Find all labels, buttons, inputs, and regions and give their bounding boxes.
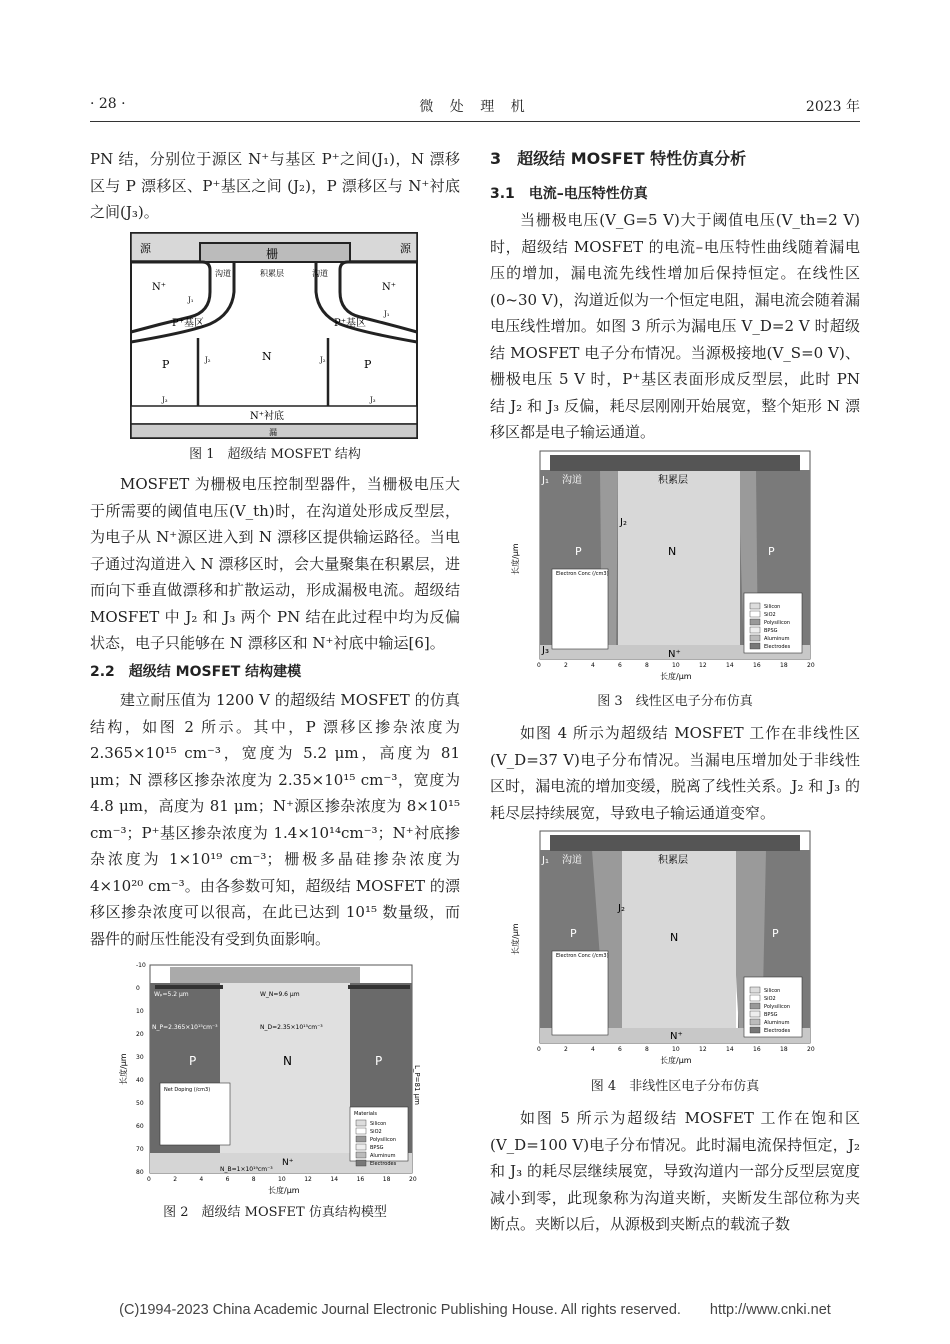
fig4-p-left: P bbox=[570, 927, 577, 940]
fig1-j3-right: J₃ bbox=[370, 396, 376, 404]
x-tick-label: 4 bbox=[199, 1176, 204, 1183]
material-label: SiO2 bbox=[370, 1129, 382, 1135]
material-label: Polysilicon bbox=[370, 1137, 396, 1143]
x-tick-label: 20 bbox=[807, 662, 815, 669]
fig1-n: N bbox=[262, 350, 272, 363]
x-tick-label: 8 bbox=[251, 1176, 256, 1183]
fig4-nsub: N⁺ bbox=[670, 1031, 683, 1042]
fig1-source-left: 源 bbox=[140, 242, 151, 255]
material-label: BPSG bbox=[370, 1145, 384, 1151]
material-swatch bbox=[356, 1136, 366, 1142]
x-tick-label: 18 bbox=[382, 1176, 391, 1183]
fig2-nb: N_B=1×10¹⁹cm⁻³ bbox=[220, 1166, 273, 1173]
x-tick-label: 0 bbox=[147, 1176, 151, 1183]
fig4-x-ticks bbox=[537, 1046, 815, 1053]
material-swatch bbox=[750, 1011, 760, 1017]
figure-2 bbox=[100, 955, 430, 1195]
fig2-materials-title: Materials bbox=[354, 1111, 377, 1117]
journal-name: 微 处 理 机 bbox=[419, 99, 531, 115]
fig4-p-right: P bbox=[772, 927, 779, 940]
x-tick-label: 20 bbox=[807, 1046, 815, 1053]
y-tick-label: 50 bbox=[136, 1100, 144, 1107]
material-swatch bbox=[750, 1027, 760, 1033]
material-swatch bbox=[356, 1152, 366, 1158]
fig1-substrate: N⁺衬底 bbox=[250, 411, 285, 422]
fig2-n: N bbox=[283, 1054, 292, 1068]
x-tick-label: 12 bbox=[304, 1176, 312, 1183]
left-col-mid bbox=[90, 471, 460, 952]
x-tick-label: 18 bbox=[780, 1046, 788, 1053]
right-col-top bbox=[490, 146, 860, 446]
page-header bbox=[90, 96, 860, 118]
fig2-wn: W_N=9.6 μm bbox=[260, 991, 300, 998]
y-tick-label: 30 bbox=[136, 1054, 144, 1061]
header-rule bbox=[90, 121, 860, 122]
x-tick-label: 4 bbox=[591, 1046, 595, 1053]
material-label: Aluminum bbox=[764, 636, 790, 642]
fig3-xlabel: 长度/μm bbox=[660, 672, 692, 681]
fig1-j3-left: J₃ bbox=[162, 396, 168, 404]
x-tick-label: 16 bbox=[753, 1046, 761, 1053]
x-tick-label: 14 bbox=[726, 1046, 734, 1053]
fig3-channel: 沟道 bbox=[562, 475, 582, 486]
material-label: Electrodes bbox=[370, 1161, 397, 1167]
fig4-ylabel: 长度/μm bbox=[511, 923, 520, 955]
y-tick-label: 10 bbox=[136, 1008, 144, 1015]
fig4-caption: 图 4 非线性区电子分布仿真 bbox=[590, 1079, 760, 1094]
material-swatch bbox=[750, 987, 760, 993]
left-para-2: MOSFET 为栅极电压控制型器件，当栅极电压大于所需要的阈值电压(V_th)时，在沟道处形成反型层，为电子从 N⁺源区进入到 N 漂移区提供输运路径。当电子通过沟道进入 N 漂移区时，会大量聚集在积累层，进而向下垂直做漂移和扩散运动，形成漏极电流。超级结 MOSFET 中 J₂ 和 J₃ 两个 PN 结在此过程中均为反偏状态，电子只能够在 N 漂移区和 N⁺衬底中输运[6]。 bbox=[90, 475, 460, 652]
fig3-accumulation: 积累层 bbox=[658, 475, 688, 486]
figure-1 bbox=[130, 232, 418, 439]
page-number: · 28 · bbox=[90, 96, 126, 112]
material-swatch bbox=[750, 635, 760, 641]
material-label: Silicon bbox=[764, 988, 781, 994]
fig2-x-ticks bbox=[147, 1176, 417, 1183]
material-swatch bbox=[750, 611, 760, 617]
fig4-legend: Electron Conc (/cm3) bbox=[556, 953, 609, 959]
fig2-np: N_P=2.365×10¹⁵cm⁻³ bbox=[152, 1024, 218, 1031]
fig1-channel-right: 沟道 bbox=[312, 269, 328, 278]
material-swatch bbox=[356, 1128, 366, 1134]
material-swatch bbox=[356, 1144, 366, 1150]
material-label: Polysilicon bbox=[764, 1004, 790, 1010]
fig1-p-right: P bbox=[364, 358, 372, 371]
material-label: Silicon bbox=[370, 1121, 387, 1127]
fig3-p-left: P bbox=[575, 545, 582, 558]
fig1-j2-left: J₂ bbox=[205, 356, 211, 364]
y-tick-label: -10 bbox=[136, 962, 146, 969]
left-para-1: PN 结，分别位于源区 N⁺与基区 P⁺之间(J₁)，N 漂移区与 P 漂移区、P⁺基区之间 (J₂)，P 漂移区与 N⁺衬底之间(J₃)。 bbox=[90, 150, 460, 221]
x-tick-label: 6 bbox=[225, 1176, 230, 1183]
x-tick-label: 18 bbox=[780, 662, 788, 669]
fig1-drain: 漏 bbox=[269, 428, 277, 437]
material-swatch bbox=[750, 995, 760, 1001]
section-3-heading: 3 超级结 MOSFET 特性仿真分析 bbox=[490, 149, 747, 168]
fig3-n: N bbox=[668, 545, 677, 558]
fig2-lp: L_P=81 μm bbox=[413, 1065, 421, 1105]
x-tick-label: 0 bbox=[537, 662, 541, 669]
figure-3 bbox=[510, 445, 820, 681]
fig1-pbase-left: P⁺基区 bbox=[172, 318, 205, 329]
left-para-3: 建立耐压值为 1200 V 的超级结 MOSFET 的仿真结构，如图 2 所示。其中，P 漂移区掺杂浓度为 2.365×10¹⁵ cm⁻³，宽度为 5.2 μm，高度为 81 μm；N 漂移区掺杂浓度为 2.35×10¹⁵ cm⁻³，宽度为 4.8 μm，高度为 81 μm；N⁺源区掺杂浓度为 8×10¹⁵ cm⁻³；P⁺基区掺杂浓度为 1.4×10¹⁴cm⁻³；N⁺衬底掺杂浓度为 1×10¹⁹ cm⁻³；栅极多晶硅掺杂浓度为 4×10²⁰ cm⁻³。由各参数可知，超级结 MOSFET 的漂移区掺杂浓度可以很高，在此已达到 10¹⁵ 数量级，而器件的耐压性能没有受到负面影响。 bbox=[90, 691, 460, 948]
material-swatch bbox=[750, 603, 760, 609]
fig4-j2: J₂ bbox=[618, 903, 625, 914]
y-tick-label: 60 bbox=[136, 1123, 144, 1130]
fig3-caption: 图 3 线性区电子分布仿真 bbox=[597, 694, 753, 709]
fig3-j2: J₂ bbox=[620, 517, 627, 528]
section-3-1-heading: 3.1 电流–电压特性仿真 bbox=[490, 185, 648, 202]
x-tick-label: 10 bbox=[672, 1046, 680, 1053]
left-col-top bbox=[90, 146, 460, 226]
fig3-ylabel: 长度/μm bbox=[511, 543, 520, 575]
fig3-j3: J₃ bbox=[542, 645, 549, 656]
y-tick-label: 0 bbox=[136, 985, 140, 992]
material-swatch bbox=[750, 619, 760, 625]
fig2-nsub: N⁺ bbox=[282, 1158, 294, 1168]
x-tick-label: 8 bbox=[645, 1046, 649, 1053]
x-tick-label: 8 bbox=[645, 662, 649, 669]
right-para-1: 当栅极电压(V_G=5 V)大于阈值电压(V_th=2 V)时，超级结 MOSFET 的电流–电压特性曲线随着漏电压的增加，漏电流先线性增加后保持恒定。在线性区(0~30 V)，沟道近似为一个恒定电阻，漏电流会随着漏电压线性增加。如图 3 所示为漏电压 V_D=2 V 时超级结 MOSFET 电子分布情况。当源极接地(V_S=0 V)、栅极电压 5 V 时，P⁺基区表面形成反型层，此时 PN 结 J₂ 和 J₃ 反偏，耗尽层刚刚开始展宽，整个矩形 N 漂移区都是电子输运通道。 bbox=[490, 211, 860, 441]
fig2-caption: 图 2 超级结 MOSFET 仿真结构模型 bbox=[163, 1205, 387, 1220]
x-tick-label: 2 bbox=[564, 662, 568, 669]
fig1-j2-right: J₂ bbox=[320, 356, 326, 364]
fig4-xlabel: 长度/μm bbox=[660, 1056, 692, 1065]
x-tick-label: 16 bbox=[356, 1176, 365, 1183]
x-tick-label: 14 bbox=[330, 1176, 339, 1183]
material-label: BPSG bbox=[764, 1012, 778, 1018]
right-para-2: 如图 4 所示为超级结 MOSFET 工作在非线性区(V_D=37 V)电子分布情况。当漏电压增加处于非线性区时，漏电流的增加变缓，脱离了线性关系。J₂ 和 J₃ 的耗尽层持续展宽，导致电子输运通道变窄。 bbox=[490, 724, 860, 822]
material-label: Silicon bbox=[764, 604, 781, 610]
fig3-p-right: P bbox=[768, 545, 775, 558]
material-label: Electrodes bbox=[764, 1028, 791, 1034]
material-swatch bbox=[356, 1160, 366, 1166]
x-tick-label: 10 bbox=[672, 662, 680, 669]
x-tick-label: 12 bbox=[699, 662, 707, 669]
fig3-x-ticks bbox=[537, 662, 815, 669]
material-label: BPSG bbox=[764, 628, 778, 634]
x-tick-label: 0 bbox=[537, 1046, 541, 1053]
y-tick-label: 80 bbox=[136, 1169, 144, 1176]
x-tick-label: 2 bbox=[564, 1046, 568, 1053]
x-tick-label: 10 bbox=[278, 1176, 286, 1183]
x-tick-label: 6 bbox=[618, 1046, 622, 1053]
x-tick-label: 20 bbox=[409, 1176, 417, 1183]
x-tick-label: 2 bbox=[173, 1176, 178, 1183]
fig2-ylabel: 长度/μm bbox=[119, 1053, 128, 1085]
y-tick-label: 40 bbox=[136, 1077, 144, 1084]
fig2-y-ticks bbox=[136, 962, 146, 1176]
figure-4 bbox=[510, 825, 820, 1065]
fig1-j1-left: J₁ bbox=[188, 296, 194, 304]
material-swatch bbox=[750, 643, 760, 649]
fig1-caption: 图 1 超级结 MOSFET 结构 bbox=[189, 447, 361, 462]
fig1-nplus-right: N⁺ bbox=[382, 282, 397, 293]
fig1-source-right: 源 bbox=[400, 242, 411, 255]
fig1-gate: 栅 bbox=[266, 247, 279, 261]
fig1-pbase-right: P⁺基区 bbox=[334, 318, 367, 329]
fig4-n: N bbox=[670, 931, 679, 944]
fig2-p-left: P bbox=[189, 1054, 197, 1068]
fig4-j1: J₁ bbox=[542, 855, 549, 866]
year: 2023 年 bbox=[805, 99, 860, 115]
x-tick-label: 16 bbox=[753, 662, 761, 669]
fig2-xlabel: 长度/μm bbox=[268, 1186, 300, 1195]
right-para-3: 如图 5 所示为超级结 MOSFET 工作在饱和区(V_D=100 V)电子分布情况。此时漏电流保持恒定，J₂ 和 J₃ 的耗尽层继续展宽，导致沟道内一部分反型层宽度减小到零，此现象称为沟道夹断，夹断发生部位称为夹断点。夹断以后，从源极到夹断点的载流子数 bbox=[490, 1109, 860, 1233]
fig2-p-right: P bbox=[375, 1054, 383, 1068]
right-col-bottom bbox=[490, 1105, 860, 1238]
right-col-mid bbox=[490, 720, 860, 826]
material-swatch bbox=[750, 1003, 760, 1009]
fig2-nd: N_D=2.35×10¹⁵cm⁻³ bbox=[260, 1024, 323, 1031]
material-label: SiO2 bbox=[764, 612, 776, 618]
x-tick-label: 6 bbox=[618, 662, 622, 669]
fig1-j1-right: J₁ bbox=[384, 310, 390, 318]
x-tick-label: 12 bbox=[699, 1046, 707, 1053]
fig1-p-left: P bbox=[162, 358, 170, 371]
fig4-channel: 沟道 bbox=[562, 855, 582, 866]
material-label: SiO2 bbox=[764, 996, 776, 1002]
material-swatch bbox=[356, 1120, 366, 1126]
material-label: Aluminum bbox=[764, 1020, 790, 1026]
y-tick-label: 70 bbox=[136, 1146, 144, 1153]
x-tick-label: 4 bbox=[591, 662, 595, 669]
fig1-accumulation: 积累层 bbox=[260, 269, 284, 278]
x-tick-label: 14 bbox=[726, 662, 734, 669]
fig1-channel-left: 沟道 bbox=[215, 269, 231, 278]
y-tick-label: 20 bbox=[136, 1031, 144, 1038]
material-label: Aluminum bbox=[370, 1153, 396, 1159]
copyright-footer: (C)1994-2023 China Academic Journal Electronic Publishing House. All rights reserved. http://www.cnki.net bbox=[119, 1302, 831, 1318]
fig1-nplus-left: N⁺ bbox=[152, 282, 167, 293]
fig2-legend-title: Net Doping (/cm3) bbox=[164, 1087, 211, 1093]
fig4-accumulation: 积累层 bbox=[658, 855, 688, 866]
fig3-j1: J₁ bbox=[542, 475, 549, 486]
material-label: Polysilicon bbox=[764, 620, 790, 626]
fig3-legend: Electron Conc (/cm3) bbox=[556, 571, 609, 577]
fig3-nsub: N⁺ bbox=[668, 649, 681, 660]
fig2-wp: Wₚ=5.2 μm bbox=[154, 991, 189, 998]
section-2-2-heading: 2.2 超级结 MOSFET 结构建模 bbox=[90, 663, 302, 680]
material-swatch bbox=[750, 627, 760, 633]
material-label: Electrodes bbox=[764, 644, 791, 650]
material-swatch bbox=[750, 1019, 760, 1025]
